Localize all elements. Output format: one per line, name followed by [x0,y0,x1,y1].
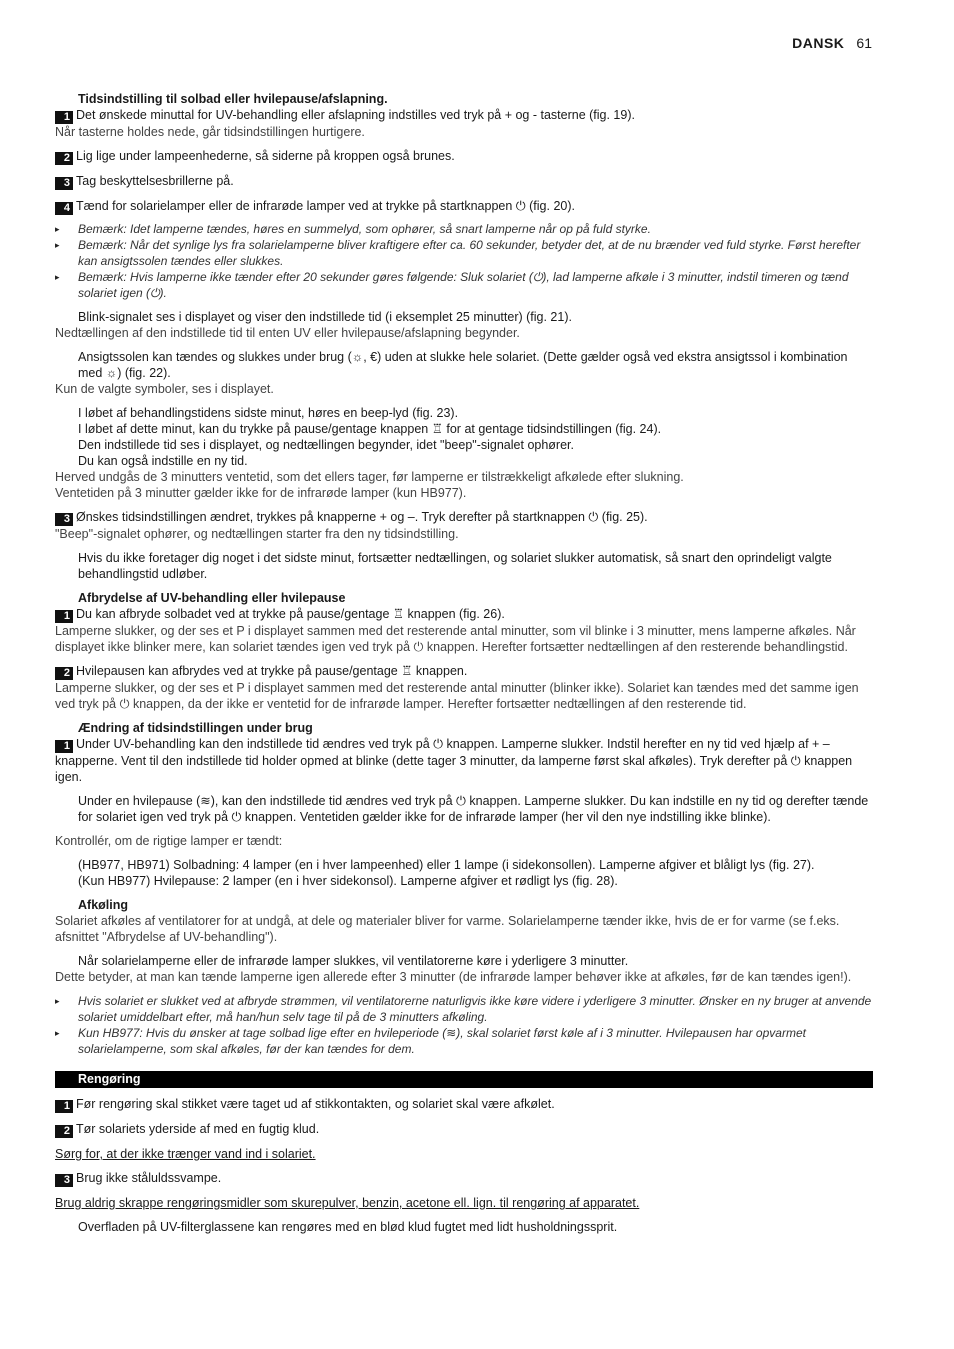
language-label: DANSK [792,35,845,51]
step [55,736,873,785]
step-subtext: "Beep"-signalet ophører, og nedtællingen starter fra den ny tidsindstilling. [55,527,459,541]
step [55,1170,873,1187]
step-number: 2 [55,152,73,165]
step-number: 1 [55,111,73,124]
paragraph-subtext: Ventetiden på 3 minutter gælder ikke for de infrarøde lamper (kun HB977). [55,486,467,500]
step-number: 4 [55,202,73,215]
paragraph-subtext: Kun de valgte symboler, ses i displayet. [55,382,274,396]
paragraph-subtext: Kontrollér, om de rigtige lamper er tændt: [55,834,283,848]
step-text: Tænd for solarielamper eller de infrarøde lamper ved at trykke på startknappen ⏻ (fig. 20). [76,199,575,213]
step-subtext: Lamperne slukker, og der ses et P i displayet sammen med det resterende antal minutter (blinker ikke). Solariet kan tændes med det samme igen ved tryk på ⏻ knappen, da der ikke er ventetid for de infrarøde lamper. Herefter fortsætter nedtællingen af den resterende tid. [55,681,859,711]
warning [55,1195,873,1211]
step-subtext: Når tasterne holdes nede, går tidsindstillingen hurtigere. [55,125,365,139]
section-title-interrupt: Afbrydelse af UV-behandling eller hvilepause [78,591,346,605]
step [55,173,873,190]
paragraph: Blink-signalet ses i displayet og viser den indstillede tid (i eksemplet 25 minutter) (fig. 21). [78,310,572,324]
step-number: 1 [55,740,73,753]
paragraph-subtext: Nedtællingen af den indstillede tid til enten UV eller hvilepause/afslapning begynder. [55,326,520,340]
step-number: 1 [55,610,73,623]
step-text: Hvilepausen kan afbrydes ved at trykke på pause/gentage ♖ knappen. [76,664,468,678]
step [55,148,873,165]
page-number: 61 [856,35,872,51]
step-number: 2 [55,1125,73,1138]
paragraph: Hvis du ikke foretager dig noget i det sidste minut, fortsætter nedtællingen, og solariet slukker automatisk, så snart den oprindeligt valgte behandlingstid udløber. [78,551,832,581]
step-text: Før rengøring skal stikket være taget ud af stikkontakten, og solariet skal være afkølet. [76,1097,555,1111]
step-text: Lig lige under lampeenhederne, så siderne på kroppen også brunes. [76,149,455,163]
paragraph: (HB977, HB971) Solbadning: 4 lamper (en i hver lampeenhed) eller 1 lampe (i sidekonsollen). Lamperne afgiver et blåligt lys (fig. 27). [78,858,815,872]
note: ▸ Kun HB977: Hvis du ønsker at tage solbad lige efter en hvileperiode (≋), skal solariet først køle af i 3 minutter. Hvilepausen har opvarmet solarielamperne, som skal afkøles, før der kan tændes for dem. [55,1025,873,1057]
paragraph-subtext: Solariet afkøles af ventilatorer for at undgå, at dele og materialer bliver for varme. Solarielamperne tænder ikke, hvis de er for varme (se f.eks. afsnittet "Afbrydelse af UV-behandling"). [55,914,840,944]
warning-text: Sørg for, at der ikke trænger vand ind i solariet. [55,1147,316,1161]
paragraph: Under en hvilepause (≋), kan den indstillede tid ændres ved tryk på ⏻ knappen. Lamperne slukker. Du kan indstille en ny tid og derefter tænde for solariet igen ved tryk på ⏻ knappen. Ventetiden gælder ikke for de infrarøde lamper (her vil den nye indstilling ikke blinke). [78,794,869,824]
step [55,107,873,124]
step-text: Ønskes tidsindstillingen ændret, trykkes på knapperne + og –. Tryk derefter på startknappen ⏻ (fig. 25). [76,510,648,524]
paragraph: (Kun HB977) Hvilepause: 2 lamper (en i hver sidekonsol). Lamperne afgiver et rødligt lys (fig. 28). [78,874,618,888]
paragraph: Ansigtssolen kan tændes og slukkes under brug (☼, €) uden at slukke hele solariet. (Dette gælder også ved ekstra ansigtssol i kombination med ☼) (fig. 22). [78,350,848,380]
note: ▸ Bemærk: Idet lamperne tændes, høres en summelyd, som ophører, så snart lamperne når op på fuld styrke. [55,221,873,237]
step [55,606,873,623]
step-text: Brug ikke ståluldssvampe. [76,1171,222,1185]
section-title-cooling: Afkøling [78,898,128,912]
note: ▸ Bemærk: Hvis lamperne ikke tænder efter 20 sekunder gøres følgende: Sluk solariet (⏻), lad lamperne afkøle i 3 minutter, indstil timeren og tænd solariet igen (⏻). [55,269,873,301]
step-subtext: Lamperne slukker, og der ses et P i displayet sammen med det resterende antal minutter, som vil blinke i 3 minutter, mens lamperne afkøles. Når displayet ikke blinker mere, kan solariet tændes igen ved tryk på ⏻ knappen. Herefter fortsætter nedtællingen af den resterende behandlingstid. [55,624,856,654]
step-number: 2 [55,667,73,680]
step-number: 1 [55,1100,73,1113]
step [55,198,873,215]
step-text: Det ønskede minuttal for UV-behandling eller afslapning indstilles ved tryk på + og - tasterne (fig. 19). [76,108,635,122]
note: ▸ Bemærk: Når det synlige lys fra solarielamperne bliver kraftigere efter ca. 60 sekunder, betyder det, at de nu brænder ved fuld styrke. Først herefter kan ansigtssolen tændes eller slukkes. [55,237,873,269]
note: ▸ Hvis solariet er slukket ved at afbryde strømmen, vil ventilatorerne naturligvis ikke køre videre i yderligere 3 minutter. Ønsker en ny bruger at anvende solariet umiddelbart efter, må han/hun selv tage til på de 3 minutters afkøling. [55,993,873,1025]
paragraph-subtext: Dette betyder, at man kan tænde lamperne igen allerede efter 3 minutter (de infrarøde lamper behøver ikke at afkøles, før de kan tændes igen!). [55,970,852,984]
step [55,1096,873,1113]
step-text: Under UV-behandling kan den indstillede tid ændres ved tryk på ⏻ knappen. Lamperne slukker. Indstil herefter en ny tid ved hjælp af + – knapperne. Vent til den indstillede tid holder opmed at blinke (dette tager 3 minutter, da lamperne først skal afkøles). Tryk derefter på ⏻ knappen igen. [55,737,853,784]
step-text: Tag beskyttelsesbrillerne på. [76,174,234,188]
step-number: 3 [55,1174,73,1187]
page-header [792,35,872,51]
step [55,509,873,526]
paragraph-subtext: Herved undgås de 3 minutters ventetid, som det ellers tager, før lamperne er tilstrækkeligt afkølede efter slukning. [55,470,684,484]
section-title-timer: Tidsindstilling til solbad eller hvilepause/afslapning. [78,92,388,106]
step-number: 3 [55,513,73,526]
warning [55,1146,873,1162]
step-number: 3 [55,177,73,190]
paragraph: Den indstillede tid ses i displayet, og nedtællingen begynder, idet "beep"-signalet ophører. [78,438,574,452]
paragraph: Du kan også indstille en ny tid. [78,454,248,468]
step [55,663,873,680]
page-content [55,91,873,1235]
step [55,1121,873,1138]
section-title-change-time: Ændring af tidsindstillingen under brug [78,721,313,735]
warning-text: Brug aldrig skrappe rengøringsmidler som skurepulver, benzin, acetone ell. lign. til rengøring af apparatet. [55,1196,640,1210]
step-text: Du kan afbryde solbadet ved at trykke på pause/gentage ♖ knappen (fig. 26). [76,607,505,621]
paragraph: I løbet af behandlingstidens sidste minut, høres en beep-lyd (fig. 23). [78,406,459,420]
step-text: Tør solariets yderside af med en fugtig klud. [76,1122,320,1136]
paragraph: Når solarielamperne eller de infrarøde lamper slukkes, vil ventilatorerne køre i yderligere 3 minutter. [78,954,629,968]
paragraph: Overfladen på UV-filterglassene kan rengøres med en blød klud fugtet med lidt husholdningssprit. [78,1220,618,1234]
section-bar-cleaning: Rengøring [55,1071,873,1088]
paragraph: I løbet af dette minut, kan du trykke på pause/gentage knappen ♖ for at gentage tidsindstillingen (fig. 24). [78,422,662,436]
